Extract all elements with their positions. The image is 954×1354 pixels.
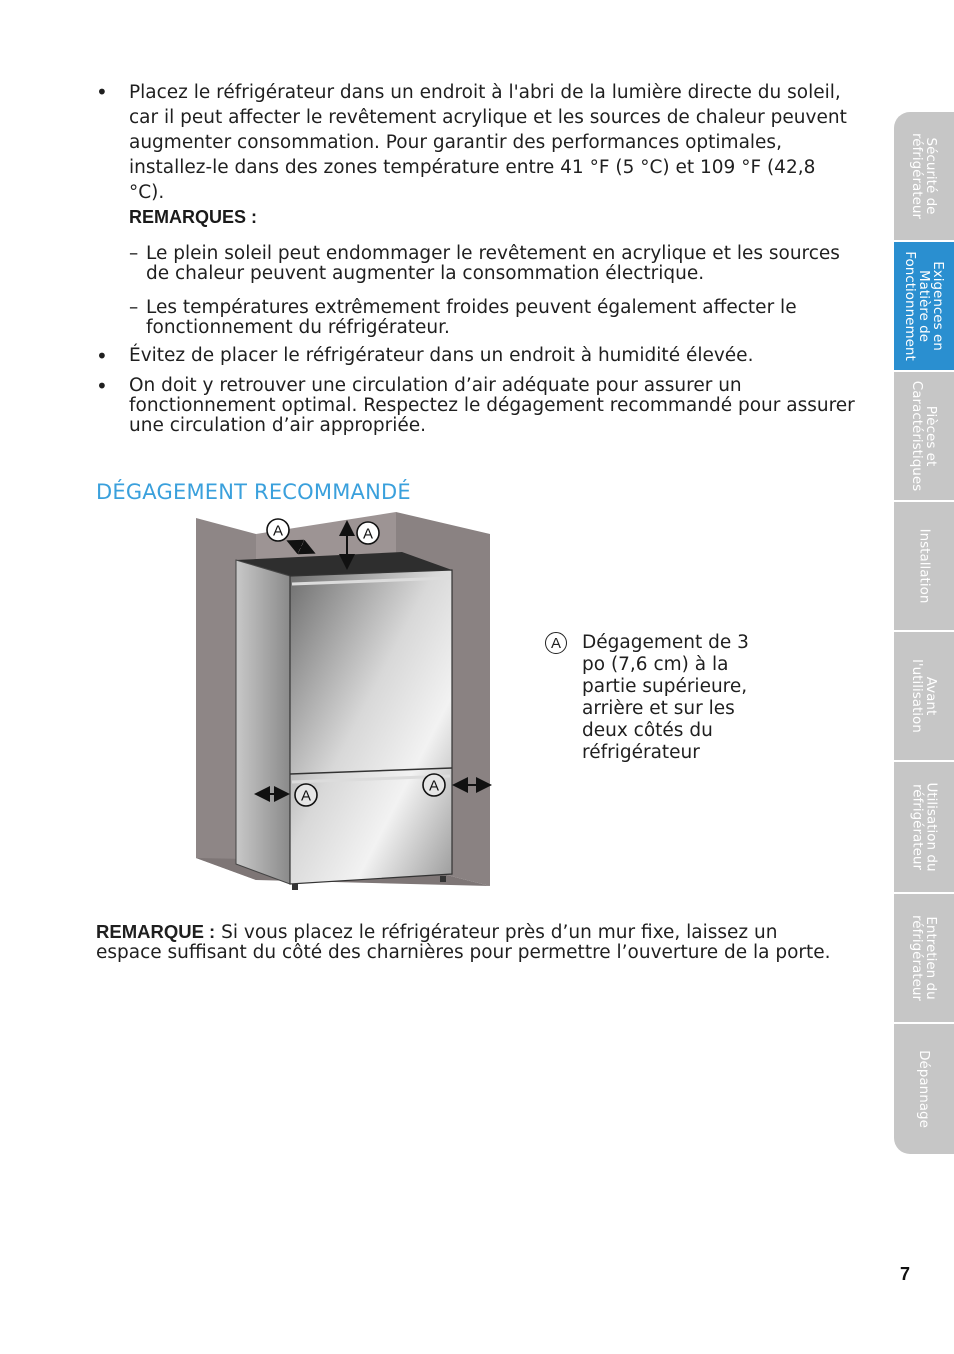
tab-label: Sécurité de réfrigérateur [909, 132, 939, 220]
bullet-text: Placez le réfrigérateur dans un endroit à l'abri de la lumière directe du soleil, car il peut affecter le revêtement acrylique et les sources de chaleur peuvent augmenter consommation. Pour garantir des performances optimales, installez-le dans des zones température entre 41 °F (5 °C) et 109 °F (42,8 °C). [129, 82, 847, 203]
legend-text: Dégagement de 3 po (7,6 cm) à la partie supérieure, arrière et sur les deux côtés du réfrigérateur [582, 632, 749, 763]
bullet-dot: • [96, 80, 108, 104]
badge-letter: A [272, 522, 284, 540]
tab-label: Dépannage [916, 1050, 932, 1128]
tab-label: Utilisation du réfrigérateur [909, 782, 940, 872]
fridge-foot [440, 876, 446, 882]
tab-installation[interactable] [894, 502, 954, 630]
tab-entretien[interactable] [894, 894, 954, 1022]
fridge-front [290, 570, 452, 884]
fridge-side [236, 560, 290, 884]
badge-a-left [295, 784, 317, 806]
note-dash: – [129, 243, 139, 264]
tab-depannage[interactable] [894, 1024, 954, 1154]
fridge-foot [292, 884, 298, 890]
diagram-legend [545, 632, 775, 764]
legend-badge: A [545, 632, 567, 654]
badge-letter: A [300, 787, 312, 805]
note-cold [129, 298, 859, 338]
badge-a-rear [267, 519, 289, 541]
bullet-sunlight [96, 80, 856, 205]
badge-letter: A [362, 525, 374, 543]
page-number: 7 [900, 1264, 911, 1284]
tab-exigences[interactable] [894, 242, 954, 370]
tab-securite[interactable] [894, 112, 954, 240]
note-dash: – [129, 297, 139, 318]
bullet-text: Évitez de placer le réfrigérateur dans un endroit à humidité élevée. [129, 345, 754, 366]
tab-utilisation[interactable] [894, 762, 954, 892]
remarques-title: REMARQUES : [129, 207, 258, 227]
bullet-dot: • [96, 344, 108, 368]
bullet-humidity [96, 346, 856, 366]
tab-label: Exigences en Matière de Fonctionnement [902, 251, 946, 361]
note-sunlight [129, 244, 859, 284]
bottom-note-text: Si vous placez le réfrigérateur près d’un mur fixe, laissez un espace suffisant du côté des charnières pour permettre l’ouverture de la porte. [96, 922, 831, 963]
bullet-dot: • [96, 374, 108, 398]
badge-a-right [423, 774, 445, 796]
tab-label: Avant l'utilisation [909, 659, 940, 733]
tab-label: Entretien du réfrigérateur [909, 914, 939, 1002]
note-text: Les températures extrêmement froides peuvent également affecter le fonctionnement du réfrigérateur. [146, 297, 797, 338]
tab-label: Pièces et Caractéristiques [909, 380, 940, 492]
badge-letter: A [428, 777, 440, 795]
section-heading: DÉGAGEMENT RECOMMANDÉ [96, 480, 411, 504]
note-text: Le plein soleil peut endommager le revêtement en acrylique et les sources de chaleur peuvent augmenter la consommation électrique. [146, 243, 840, 284]
bullet-text: On doit y retrouver une circulation d’air adéquate pour assurer un fonctionnement optimal. Respectez le dégagement recommandé pour assurer une circulation d’air appropriée. [129, 375, 855, 436]
bullet-airflow [96, 376, 856, 436]
clearance-diagram [196, 512, 496, 904]
bottom-note [96, 922, 846, 963]
tab-avant-utilisation[interactable] [894, 632, 954, 760]
badge-a-top [357, 522, 379, 544]
tab-label: Installation [916, 528, 932, 604]
bottom-note-label: REMARQUE : [96, 921, 216, 942]
tab-pieces[interactable] [894, 372, 954, 500]
section-tabs [894, 112, 954, 1154]
